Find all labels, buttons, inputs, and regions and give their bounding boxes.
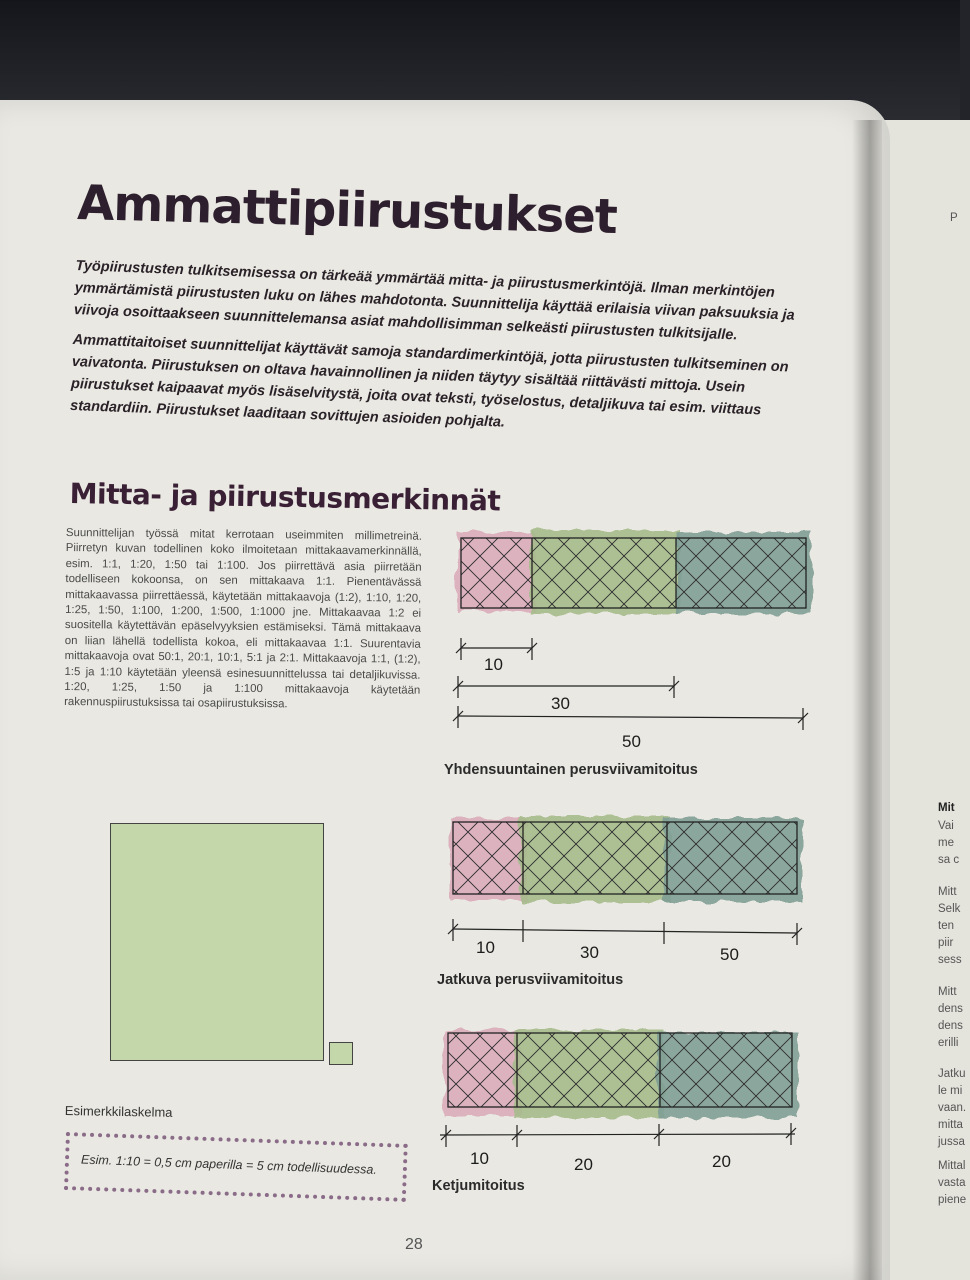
right-page-fragment: Selk [938,903,961,915]
dimension-label: 50 [720,945,739,964]
book-page [0,100,890,1280]
right-page-fragment: ten [938,920,954,932]
body-text: Suunnittelijan työssä mitat kerrotaan useimmiten millimetreinä. Piirretyn kuvan todellinen koko ilmoitetaan mittakaavamerkinnällä, esim. 1:1, 1:20, 1:50 tai 1:100. Jos piirrettävä asia piirretään todelliseen kokoonsa, on sen mittakaava 1:1. Pienentävässä mittakaavassa piirrettäessä, käytetään mittakaavoja (1:2), 1:10, 1:20, 1:25, 1:50, 1:100, 1:200, 1:500, 1:1000 jne. Mittakaavaa 1:2 ei suositella käytettävän epäselvyyksien estämiseksi. Tämä mittakaava on liian lähellä todellista kokoa, eli mittakaavaa 1:1. Suurentavia mittakaavoja ovat 50:1, 20:1, 10:1, 5:1 ja 2:1. Mittakaavoja 1:1, (1:2), 1:5 ja 1:10 käytetään yleensä esinesuunnittelussa tai detaljikuvissa. 1:20, 1:25, 1:50 ja 1:100 mittakaavoja käytetään rakennuspiirustuksissa tai osapiirustuksissa. [64,526,422,711]
example-label: Esimerkkilaskelma [64,1103,173,1120]
right-page-fragment: Mit [938,802,955,814]
diagram-parallel-dimensioning [444,530,812,778]
book-gutter [852,120,882,1280]
right-page-fragment: me [938,837,954,849]
right-page-fragment: vaan. [938,1102,967,1114]
right-page-fragment: piene [938,1194,967,1206]
diagram-continuous-dimensioning [437,816,802,988]
right-page-fragment: dens [938,1003,963,1015]
dimension-diagrams [0,100,890,1280]
right-page-fragment: sa c [938,854,960,866]
dimension-label: 10 [476,938,495,957]
dimension-label: 20 [574,1155,593,1174]
dimension-label: 30 [580,943,599,962]
right-page-fragment: Mittal [938,1160,966,1172]
right-page-fragment: Vai [938,820,954,832]
right-page-fragment: mitta [938,1119,963,1131]
right-page-fragment: dens [938,1020,963,1032]
dimension-label: 20 [712,1152,731,1171]
right-page-fragment: vasta [938,1177,966,1189]
diagram-caption: Yhdensuuntainen perusviivamitoitus [444,762,698,778]
dimension-label: 10 [484,655,503,674]
right-page-fragment: piir [938,937,954,949]
dimension-label: 30 [551,694,570,713]
right-page-fragment: Jatku [938,1068,966,1080]
right-page-fragment: erilli [938,1037,959,1049]
right-page-fragment: Mitt [938,986,957,998]
diagram-caption: Jatkuva perusviivamitoitus [437,972,624,988]
intro-paragraph: Ammattitaitoiset suunnittelijat käyttävät samoja standardimerkintöjä, jotta piirustusten tulkitseminen on vaivatonta. Piirustuksen on oltava havainnollinen ja niiden täytyy sisältää riittävästi mittoja. Usein piirustukset kaipaavat myös lisäselvitystä, joita ovat teksti, työselostus, detaljikuva tai esim. viittaus standardiin. Piirustukset laaditaan sovittujen asioiden pohjalta. [69,331,789,431]
right-page-fragment: P [950,212,958,224]
example-text: Esim. 1:10 = 0,5 cm paperilla = 5 cm todellisuudessa. [80,1152,378,1177]
right-page-fragment: le mi [938,1085,963,1097]
dimension-label: 10 [470,1149,489,1168]
section-title: Mitta- ja piirustusmerkinnät [69,477,501,518]
right-page-fragment: Mitt [938,886,957,898]
page-title: Ammattipiirustukset [76,175,618,246]
right-page-fragment: jussa [938,1136,965,1148]
intro-paragraph: Työpiirustusten tulkitsemisessa on tärkeää ymmärtää mitta- ja piirustusmerkintöjä. Ilman merkintöjen ymmärtämistä piirustusten luku on lähes mahdotonta. Suunnittelija käyttää erilaisia viivan paksuuksia ja viivoja osoittaakseen suunnittelemansa asiat mahdollisimman selkeästi piirustusten tulkitsijalle. [73,257,795,344]
diagram-chain-dimensioning [432,1030,798,1194]
diagram-caption: Ketjumitoitus [432,1178,525,1194]
page-number: 28 [405,1236,423,1253]
right-page-fragment: sess [938,954,962,966]
dimension-label: 50 [622,732,641,751]
